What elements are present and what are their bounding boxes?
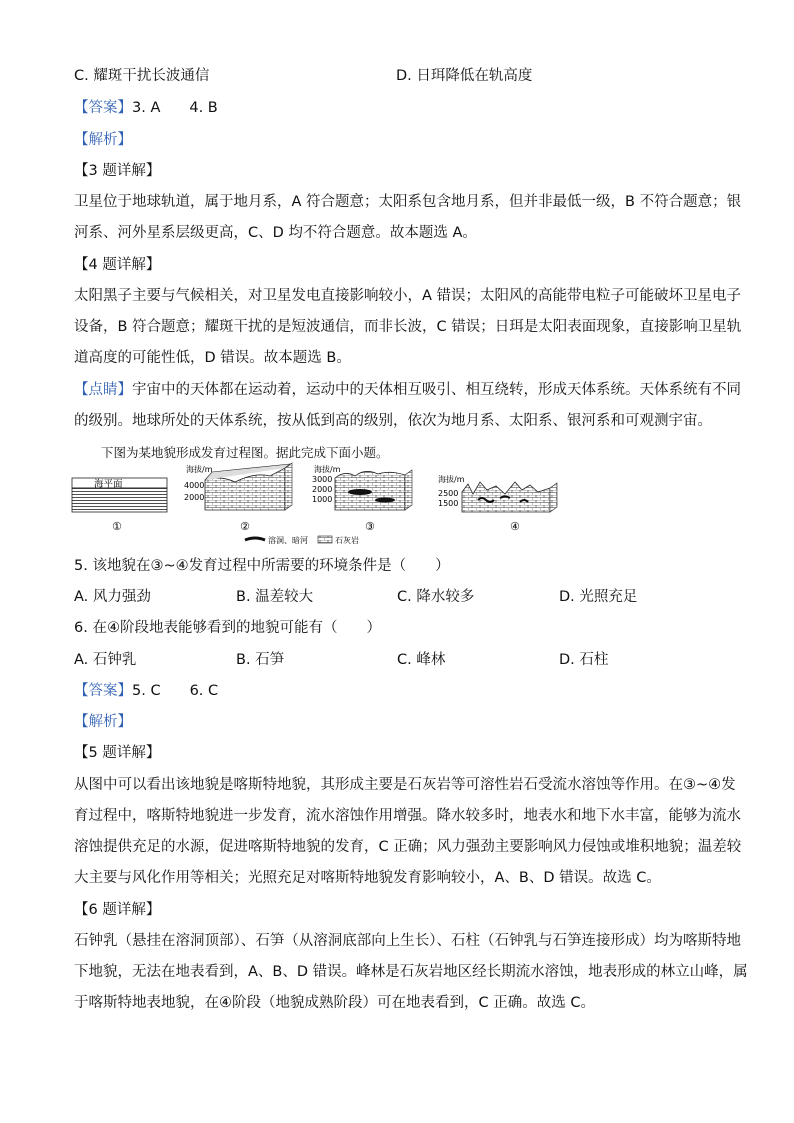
- q5-line: 溶蚀提供充足的水源，促进喀斯特地貌的发育，C 正确；风力强劲主要影响风力侵蚀或堆积地貌；温差较: [74, 839, 742, 855]
- tick-label: 2000: [312, 485, 333, 494]
- q6-line: 下地貌，无法在地表看到，A、B、D 错误。峰林是石灰岩地区经长期流水溶蚀，地表形成的林立山峰，属: [74, 964, 748, 980]
- q4-line: 设备，B 符合题意；耀斑干扰的是短波通信，而非长波，C 错误；日珥是太阳表面现象，直接影响卫星轨: [74, 319, 742, 335]
- q6-line: 于喀斯特地表地貌，在④阶段（地貌成熟阶段）可在地表看到，C 正确。故选 C。: [74, 995, 595, 1011]
- q3-line: 河系、河外星系层级更高，C、D 均不符合题意。故本题选 A。: [74, 225, 477, 241]
- q6-option-d: D. 石柱: [559, 652, 609, 668]
- option-d: D. 日珥降低在轨高度: [396, 68, 533, 84]
- answer-text: 5. C 6. C: [132, 683, 219, 699]
- tick-label: 1500: [438, 499, 459, 508]
- legend-cave-swatch: [245, 538, 265, 540]
- stage-number: ④: [510, 520, 520, 533]
- stage-2-panel: [184, 463, 292, 533]
- answer-label: 【答案】: [74, 100, 132, 116]
- sea-level-label: 海平面: [94, 479, 123, 490]
- q6-option-a: A. 石钟乳: [74, 652, 137, 668]
- q6-stem: 6. 在④阶段地表能够看到的地貌可能有（ ）: [74, 620, 381, 636]
- q5-option-b: B. 温差较大: [236, 589, 314, 605]
- tick-label: 1000: [312, 495, 333, 504]
- q6-line: 石钟乳（悬挂在溶洞顶部）、石笋（从溶洞底部向上生长）、石柱（石钟乳与石笋连接形成）均为喀斯特地: [74, 933, 741, 949]
- stage-number: ③: [365, 520, 375, 533]
- stage-3-panel: [312, 464, 412, 533]
- q6-option-c: C. 峰林: [397, 652, 446, 668]
- stage-4-panel: [438, 474, 557, 533]
- q6-head: 【6 题详解】: [74, 902, 161, 918]
- q5-option-c: C. 降水较多: [397, 589, 475, 605]
- q5-line: 育过程中，喀斯特地貌进一步发育，流水溶蚀作用增强。降水较多时，地表水和地下水丰富，能够为流水: [74, 808, 741, 824]
- answer-line: [74, 98, 218, 118]
- answer-text: 3. A 4. B: [132, 100, 218, 116]
- q5-option-a: A. 风力强劲: [74, 589, 151, 605]
- q4-head: 【4 题详解】: [74, 257, 161, 273]
- q4-line: 道高度的可能性低，D 错误。故本题选 B。: [74, 350, 351, 366]
- altitude-label: 海拔/m: [438, 475, 465, 484]
- answer-label: 【答案】: [74, 683, 132, 699]
- altitude-label: 海拔/m: [186, 465, 213, 474]
- q5-head: 【5 题详解】: [74, 745, 161, 761]
- tick-label: 4000: [184, 481, 205, 490]
- q6-option-b: B. 石笋: [236, 652, 285, 668]
- q5-line: 大主要与风化作用等相关；光照充足对喀斯特地貌发育影响较小，A、B、D 错误。故选 C。: [74, 870, 661, 886]
- q4-line: 太阳黑子主要与气候相关，对卫星发电直接影响较小，A 错误；太阳风的高能带电粒子可能破坏卫星电子: [74, 288, 742, 304]
- figure-caption: 下图为某地貌形成发育过程图。据此完成下面小题。: [101, 445, 389, 460]
- tip-line: 的级别。地球所处的天体系统，按从低到高的级别，依次为地月系、太阳系、银河系和可观测宇宙。: [74, 413, 712, 429]
- stage-number: ①: [112, 520, 122, 533]
- legend-limestone-swatch: [318, 536, 332, 543]
- tip-label: 【点睛】: [74, 382, 132, 398]
- tick-label: 2000: [184, 493, 205, 502]
- karst-figure: [60, 460, 580, 545]
- analysis-label: 【解析】: [74, 132, 132, 148]
- tick-label: 3000: [312, 475, 333, 484]
- tip-line: [74, 380, 741, 400]
- q3-head: 【3 题详解】: [74, 163, 161, 179]
- q3-line: 卫星位于地球轨道，属于地月系，A 符合题意；太阳系包含地月系，但并非最低一级，B 不符合题意；银: [74, 194, 742, 210]
- legend-limestone-label: 石灰岩: [335, 536, 359, 545]
- tick-label: 2500: [438, 489, 459, 498]
- tip-text: 宇宙中的天体都在运动着，运动中的天体相互吸引、相互绕转，形成天体系统。天体系统有不同: [132, 382, 741, 398]
- option-c: C. 耀斑干扰长波通信: [74, 68, 210, 84]
- q5-stem: 5. 该地貌在③~④发育过程中所需要的环境条件是（ ）: [74, 558, 450, 574]
- stage-number: ②: [240, 520, 250, 533]
- legend: [245, 535, 359, 545]
- altitude-label: 海拔/m: [314, 465, 341, 474]
- legend-cave-label: 溶洞、暗河: [268, 536, 308, 545]
- q5-line: 从图中可以看出该地貌是喀斯特地貌，其形成主要是石灰岩等可溶性岩石受流水溶蚀等作用。在③~④发: [74, 777, 736, 793]
- analysis-label: 【解析】: [74, 714, 132, 730]
- stage-1-panel: [72, 478, 167, 533]
- q5-option-d: D. 光照充足: [559, 589, 638, 605]
- answer-line: [74, 681, 218, 701]
